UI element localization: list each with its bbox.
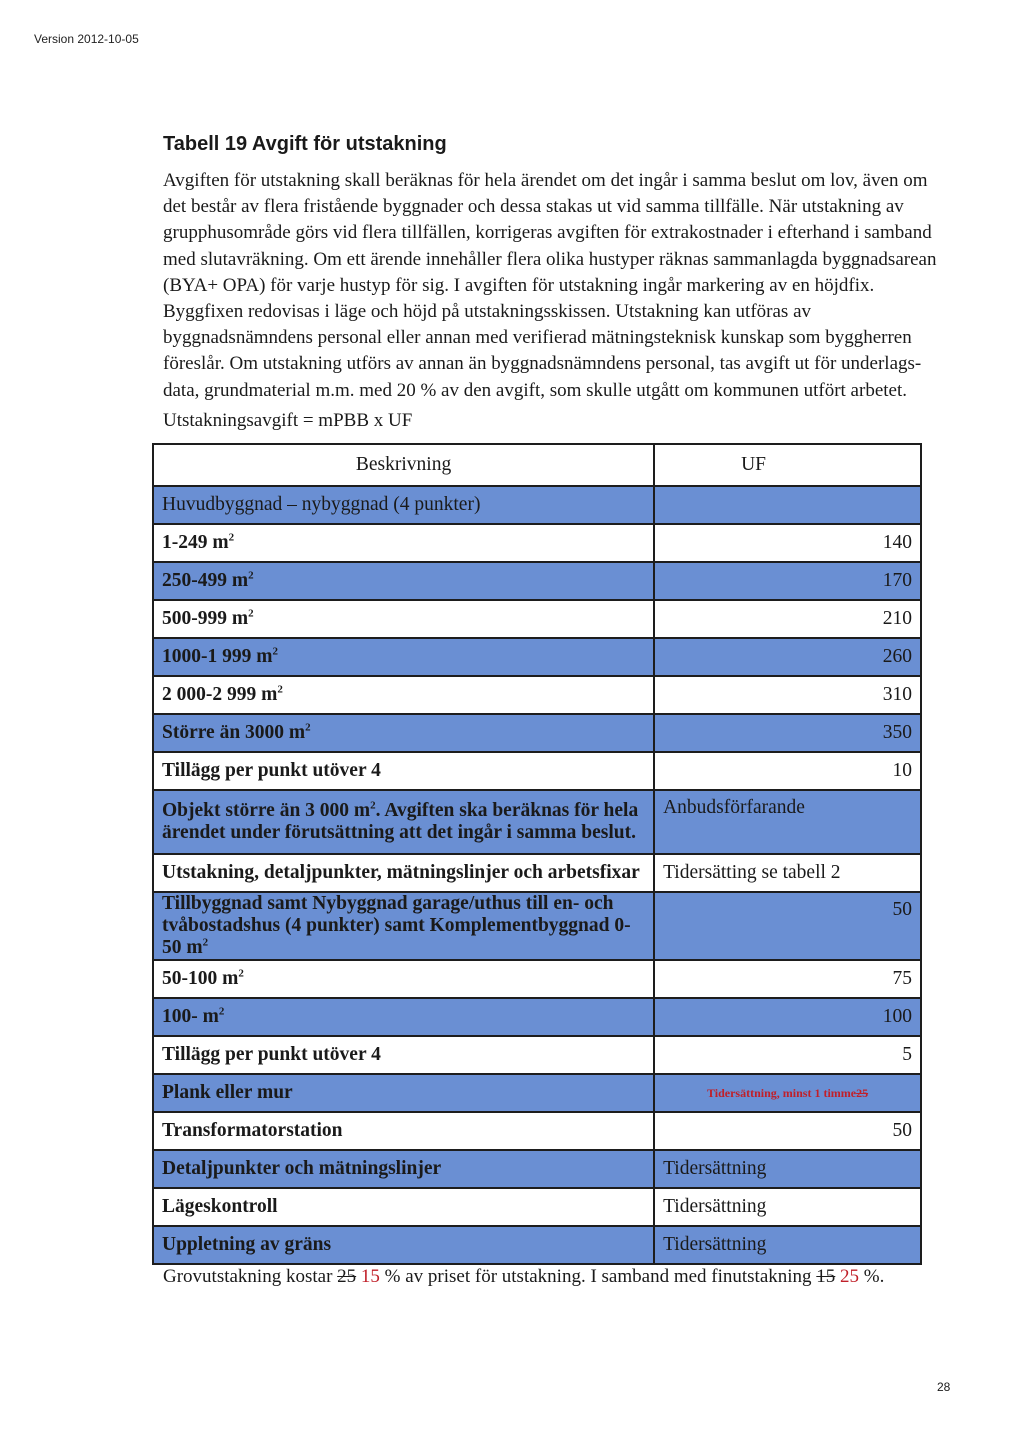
fee-table xyxy=(152,443,922,1265)
row-uf: Anbudsförfarande xyxy=(654,790,921,854)
table-row xyxy=(153,562,921,600)
table-row xyxy=(153,638,921,676)
row-uf: Tidersättning, minst 1 timme25 xyxy=(654,1074,921,1112)
row-uf: 75 xyxy=(654,960,921,998)
row-description: Objekt större än 3 000 $m^2$. Avgiften ska beräknas för hela ärendet under förutsättning att det ingår i samma beslut. xyxy=(153,790,654,854)
row-description: Transformatorstation xyxy=(153,1112,654,1150)
row-description: Huvudbyggnad – nybyggnad (4 punkter) xyxy=(153,486,654,524)
row-description: Lägeskontroll xyxy=(153,1188,654,1226)
row-uf: Tidersättning xyxy=(654,1226,921,1264)
row-uf: 140 xyxy=(654,524,921,562)
new-value: 25 xyxy=(840,1266,860,1287)
struck-old-value: 25 xyxy=(337,1266,357,1287)
row-description: Större än 3000 $m^2$ xyxy=(153,714,654,752)
page-number: 28 xyxy=(937,1380,951,1394)
row-description: 1000-1 999 $m^2$ xyxy=(153,638,654,676)
table-row xyxy=(153,1074,921,1112)
table-row xyxy=(153,676,921,714)
row-description: 1-249 $m^2$ xyxy=(153,524,654,562)
footer-note: Grovutstakning kostar 25 15 % av priset för utstakning. I samband med finutstakning 15 25 %. xyxy=(163,1266,885,1287)
table-row xyxy=(153,1150,921,1188)
row-description: Tillbyggnad samt Nybyggnad garage/uthus till en- och tvåbostadshus (4 punkter) samt Komplementbyggnad 0-50 $m^2$ xyxy=(153,892,654,960)
table-row xyxy=(153,1188,921,1226)
row-description: 500-999 $m^2$ xyxy=(153,600,654,638)
table-row xyxy=(153,790,921,854)
table-row xyxy=(153,600,921,638)
fee-formula: Utstakningsavgift = mPBB x UF xyxy=(163,410,413,431)
header-description: Beskrivning xyxy=(153,444,654,486)
row-uf: Tidersättning xyxy=(654,1188,921,1226)
row-uf: 310 xyxy=(654,676,921,714)
new-value: 15 xyxy=(360,1266,380,1287)
row-description: Uppletning av gräns xyxy=(153,1226,654,1264)
row-description: 100- $m^2$ xyxy=(153,998,654,1036)
row-description: Tillägg per punkt utöver 4 xyxy=(153,752,654,790)
version-label: Version 2012-10-05 xyxy=(34,32,139,46)
table-row xyxy=(153,998,921,1036)
table-row xyxy=(153,486,921,524)
row-uf: 100 xyxy=(654,998,921,1036)
table-row xyxy=(153,1112,921,1150)
table-row xyxy=(153,714,921,752)
struck-old-value: 15 xyxy=(816,1266,836,1287)
table-row xyxy=(153,524,921,562)
row-uf: 260 xyxy=(654,638,921,676)
row-uf: 50 xyxy=(654,1112,921,1150)
row-uf: Tidersättning xyxy=(654,1150,921,1188)
row-uf: 350 xyxy=(654,714,921,752)
table-title: Tabell 19 Avgift för utstakning xyxy=(163,133,447,155)
row-uf: 170 xyxy=(654,562,921,600)
row-description: 2 000-2 999 $m^2$ xyxy=(153,676,654,714)
row-description: Plank eller mur xyxy=(153,1074,654,1112)
table-header-row xyxy=(153,444,921,486)
row-uf: Tidersätting se tabell 2 xyxy=(654,854,921,892)
row-description: Detaljpunkter och mätningslinjer xyxy=(153,1150,654,1188)
row-description: Utstakning, detaljpunkter, mätningslinjer och arbetsfixar xyxy=(153,854,654,892)
table-row xyxy=(153,1036,921,1074)
row-description: 250-499 $m^2$ xyxy=(153,562,654,600)
table-row xyxy=(153,1226,921,1264)
table-row xyxy=(153,854,921,892)
row-description: Tillägg per punkt utöver 4 xyxy=(153,1036,654,1074)
row-uf: 10 xyxy=(654,752,921,790)
row-uf: 210 xyxy=(654,600,921,638)
table-row xyxy=(153,892,921,960)
row-description: 50-100 $m^2$ xyxy=(153,960,654,998)
table-row xyxy=(153,752,921,790)
description-paragraph: Avgiften för utstakning skall beräknas för hela ärendet om det ingår i samma beslut om lov, även om det består av flera fristående byggnader och dessa stakas ut vid samma tillfälle. När utstakning av grupphusområde görs vid flera tillfällen, korrigeras avgiften för extrakostnader i efterhand i samband med slutavräkning. Om ett ärende innehåller flera olika hustyper räknas sammanlagda byggnadsarean (BYA+ OPA) för varje hustyp för sig. I avgiften för utstakning ingår markering av en höjdfix. Byggfixen redovisas i läge och höjd på utstakningsskissen. Utstakning kan utföras av byggnadsnämndens personal eller annan med verifierad mätningsteknisk kunskap som byggherren föreslår. Om utstakning utförs av annan än byggnadsnämndens personal, tas avgift ut för underlags-data, grundmaterial m.m. med 20 % av den avgift, som skulle utgått om kommunen utfört arbetet. xyxy=(163,170,937,401)
row-uf: 50 xyxy=(654,892,921,960)
header-uf: UF xyxy=(654,444,921,486)
row-uf: 5 xyxy=(654,1036,921,1074)
row-uf xyxy=(654,486,921,524)
table-row xyxy=(153,960,921,998)
